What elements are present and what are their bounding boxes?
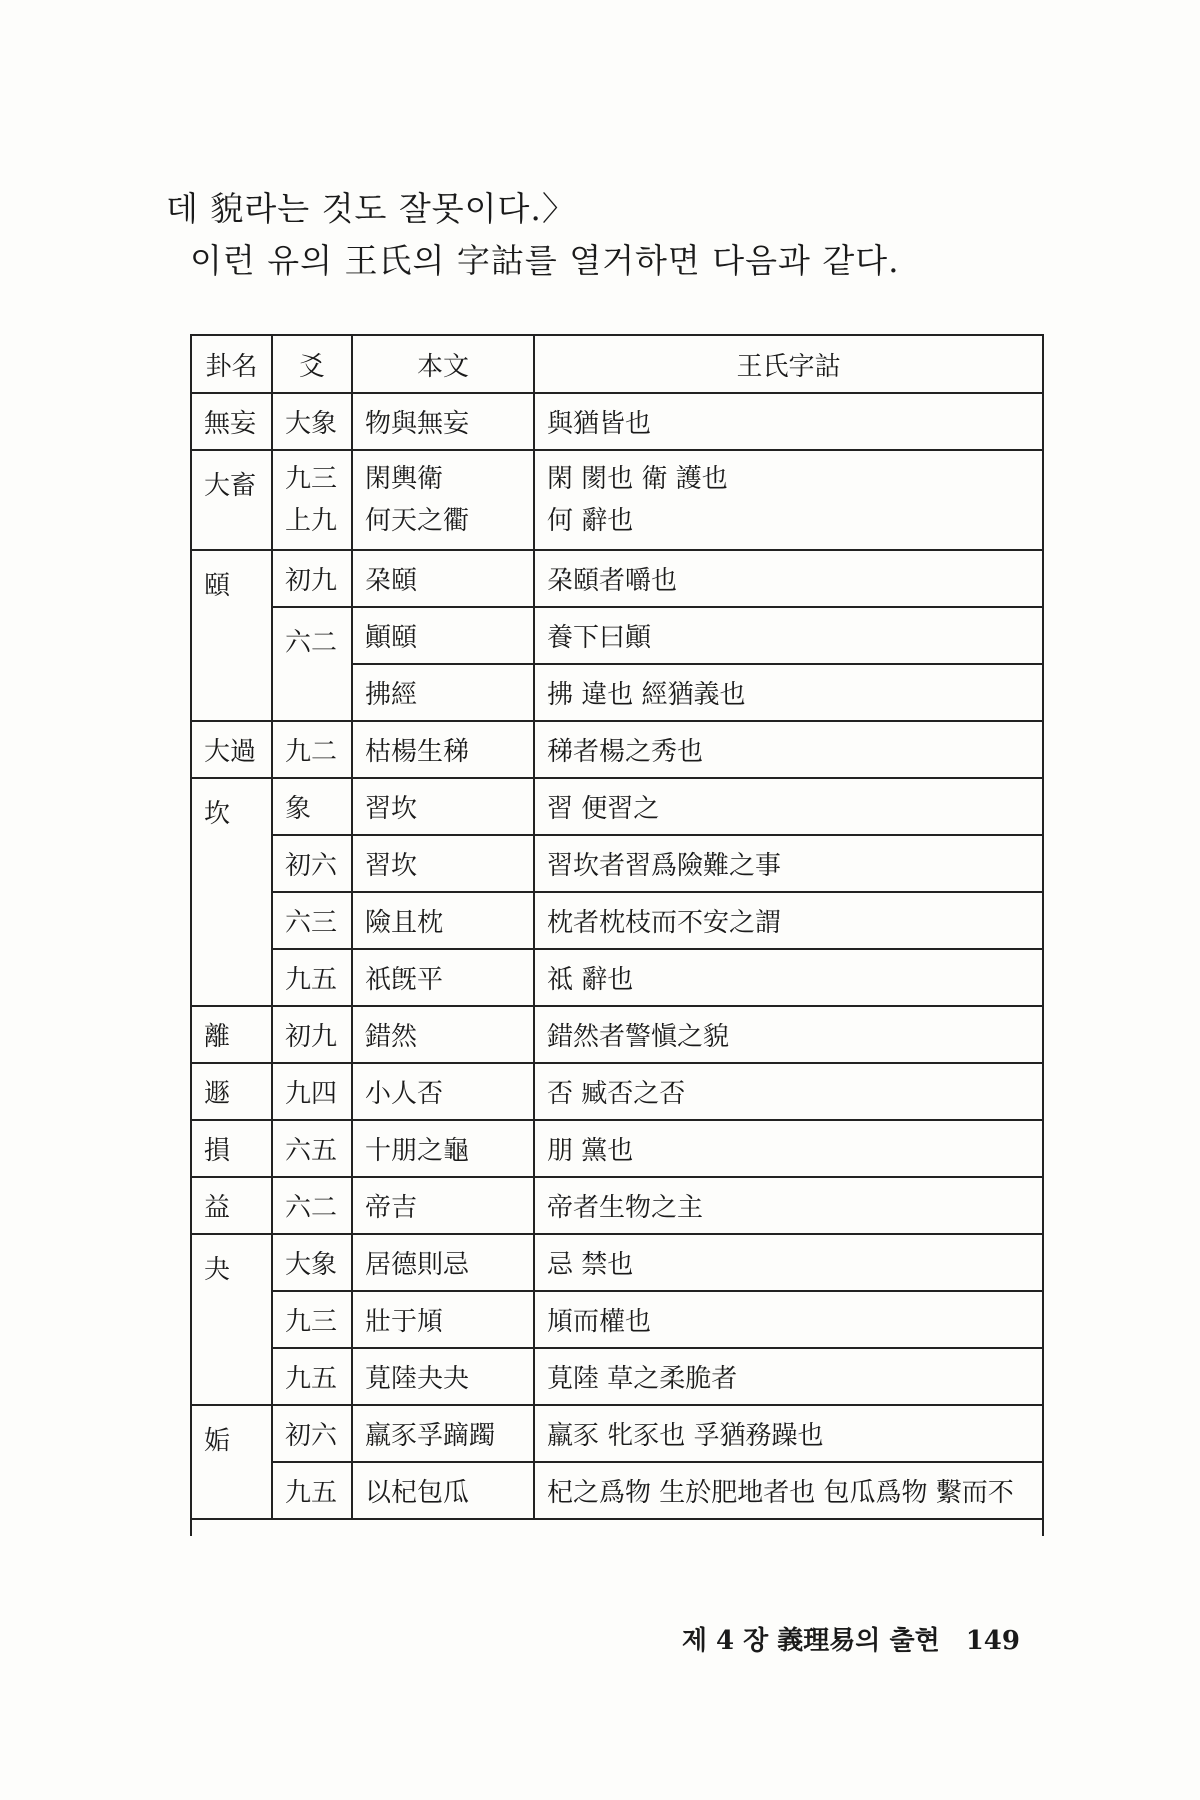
cell-gloss: 祗 辭也 — [534, 949, 1042, 1006]
cell-yao-line2: 上九 — [285, 506, 338, 536]
cell-gua: 姤 — [192, 1405, 272, 1519]
cell-yao: 初九 — [272, 550, 352, 607]
table-row — [192, 1006, 1042, 1063]
cell-text: 居德則忌 — [352, 1234, 534, 1291]
cell-yao: 九五 — [272, 1348, 352, 1405]
cell-text: 朶頤 — [352, 550, 534, 607]
table-row — [192, 1348, 1042, 1405]
cell-text: 莧陸夬夬 — [352, 1348, 534, 1405]
cell-gloss: 枕者枕枝而不安之謂 — [534, 892, 1042, 949]
cell-text: 小人否 — [352, 1063, 534, 1120]
chapter-title: 제 4 장 義理易의 출현 — [681, 1626, 940, 1656]
cell-yao: 大象 — [272, 393, 352, 450]
table-row — [192, 1462, 1042, 1519]
header-yao: 爻 — [272, 336, 352, 393]
cell-gloss: 拂 違也 經猶義也 — [534, 664, 1042, 721]
cell-text: 羸豕孚蹢躅 — [352, 1405, 534, 1462]
cell-yao-line1: 九三 — [285, 464, 338, 494]
table-row — [192, 1405, 1042, 1462]
page-footer — [682, 1620, 1020, 1657]
cell-gloss: 忌 禁也 — [534, 1234, 1042, 1291]
cell-gloss: 帝者生物之主 — [534, 1177, 1042, 1234]
cell-gloss: 莧陸 草之柔脆者 — [534, 1348, 1042, 1405]
table-row — [192, 892, 1042, 949]
cell-yao: 大象 — [272, 1234, 352, 1291]
gloss-table-container — [190, 334, 1044, 1536]
cell-yao: 九五 — [272, 1462, 352, 1519]
cell-gloss: 習 便習之 — [534, 778, 1042, 835]
cell-yao: 六五 — [272, 1120, 352, 1177]
cell-gloss: 錯然者警愼之貌 — [534, 1006, 1042, 1063]
cell-gua: 離 — [192, 1006, 272, 1063]
cell-gloss — [534, 450, 1042, 550]
cell-gua: 無妄 — [192, 393, 272, 450]
cell-gloss-line2: 何 辭也 — [547, 506, 634, 536]
header-gloss: 王氏字詁 — [534, 336, 1042, 393]
cell-yao: 初六 — [272, 835, 352, 892]
cell-yao: 初六 — [272, 1405, 352, 1462]
cell-gloss: 杞之爲物 生於肥地者也 包瓜爲物 繫而不 — [534, 1462, 1042, 1519]
cell-gua: 益 — [192, 1177, 272, 1234]
table-row — [192, 450, 1042, 550]
cell-text: 以杞包瓜 — [352, 1462, 534, 1519]
cell-text: 枯楊生稊 — [352, 721, 534, 778]
intro-line-2: 이런 유의 王氏의 字詁를 열거하면 다음과 같다. — [190, 241, 900, 280]
cell-text: 顚頤 — [352, 607, 534, 664]
cell-gua: 頤 — [192, 550, 272, 721]
table-row — [192, 949, 1042, 1006]
table-header-row — [192, 336, 1042, 393]
cell-text — [352, 450, 534, 550]
intro-line-1: 데 貌라는 것도 잘못이다.〉 — [166, 189, 576, 228]
cell-gloss: 習坎者習爲險難之事 — [534, 835, 1042, 892]
cell-text: 壯于頄 — [352, 1291, 534, 1348]
cell-text: 習坎 — [352, 778, 534, 835]
table-row — [192, 1291, 1042, 1348]
cell-gua: 大過 — [192, 721, 272, 778]
cell-yao: 九四 — [272, 1063, 352, 1120]
cell-text: 物與無妄 — [352, 393, 534, 450]
cell-gloss: 朋 黨也 — [534, 1120, 1042, 1177]
cell-text: 拂經 — [352, 664, 534, 721]
cell-gua: 大畜 — [192, 450, 272, 550]
cell-text: 十朋之龜 — [352, 1120, 534, 1177]
header-gua: 卦名 — [192, 336, 272, 393]
cell-yao — [272, 450, 352, 550]
cell-yao: 象 — [272, 778, 352, 835]
table-row — [192, 1063, 1042, 1120]
cell-text: 險且枕 — [352, 892, 534, 949]
cell-yao: 九五 — [272, 949, 352, 1006]
cell-yao: 初九 — [272, 1006, 352, 1063]
table-row — [192, 1177, 1042, 1234]
gloss-table — [192, 336, 1042, 1520]
cell-gua: 坎 — [192, 778, 272, 1006]
page-number: 149 — [965, 1626, 1020, 1656]
cell-text-line2: 何天之衢 — [365, 506, 470, 536]
cell-gloss: 否 臧否之否 — [534, 1063, 1042, 1120]
cell-yao: 六二 — [272, 607, 352, 721]
cell-yao: 九三 — [272, 1291, 352, 1348]
table-row — [192, 607, 1042, 664]
cell-text: 帝吉 — [352, 1177, 534, 1234]
table-row — [192, 1120, 1042, 1177]
cell-gua: 夬 — [192, 1234, 272, 1405]
cell-gloss: 稊者楊之秀也 — [534, 721, 1042, 778]
cell-yao: 九二 — [272, 721, 352, 778]
cell-yao: 六三 — [272, 892, 352, 949]
cell-text: 習坎 — [352, 835, 534, 892]
cell-gloss: 與猶皆也 — [534, 393, 1042, 450]
table-row — [192, 550, 1042, 607]
cell-gua: 損 — [192, 1120, 272, 1177]
cell-text: 祇旣平 — [352, 949, 534, 1006]
cell-text: 錯然 — [352, 1006, 534, 1063]
cell-gloss: 養下曰顚 — [534, 607, 1042, 664]
cell-gloss: 羸豕 牝豕也 孚猶務躁也 — [534, 1405, 1042, 1462]
table-row — [192, 778, 1042, 835]
table-row — [192, 835, 1042, 892]
table-row — [192, 393, 1042, 450]
cell-gloss: 朶頤者嚼也 — [534, 550, 1042, 607]
cell-gloss-line1: 閑 閡也 衛 護也 — [547, 464, 728, 494]
table-row — [192, 1234, 1042, 1291]
table-row — [192, 721, 1042, 778]
cell-gloss: 頄而權也 — [534, 1291, 1042, 1348]
cell-text-line1: 閑輿衛 — [365, 464, 444, 494]
cell-yao: 六二 — [272, 1177, 352, 1234]
cell-gua: 遯 — [192, 1063, 272, 1120]
header-text: 本文 — [352, 336, 534, 393]
